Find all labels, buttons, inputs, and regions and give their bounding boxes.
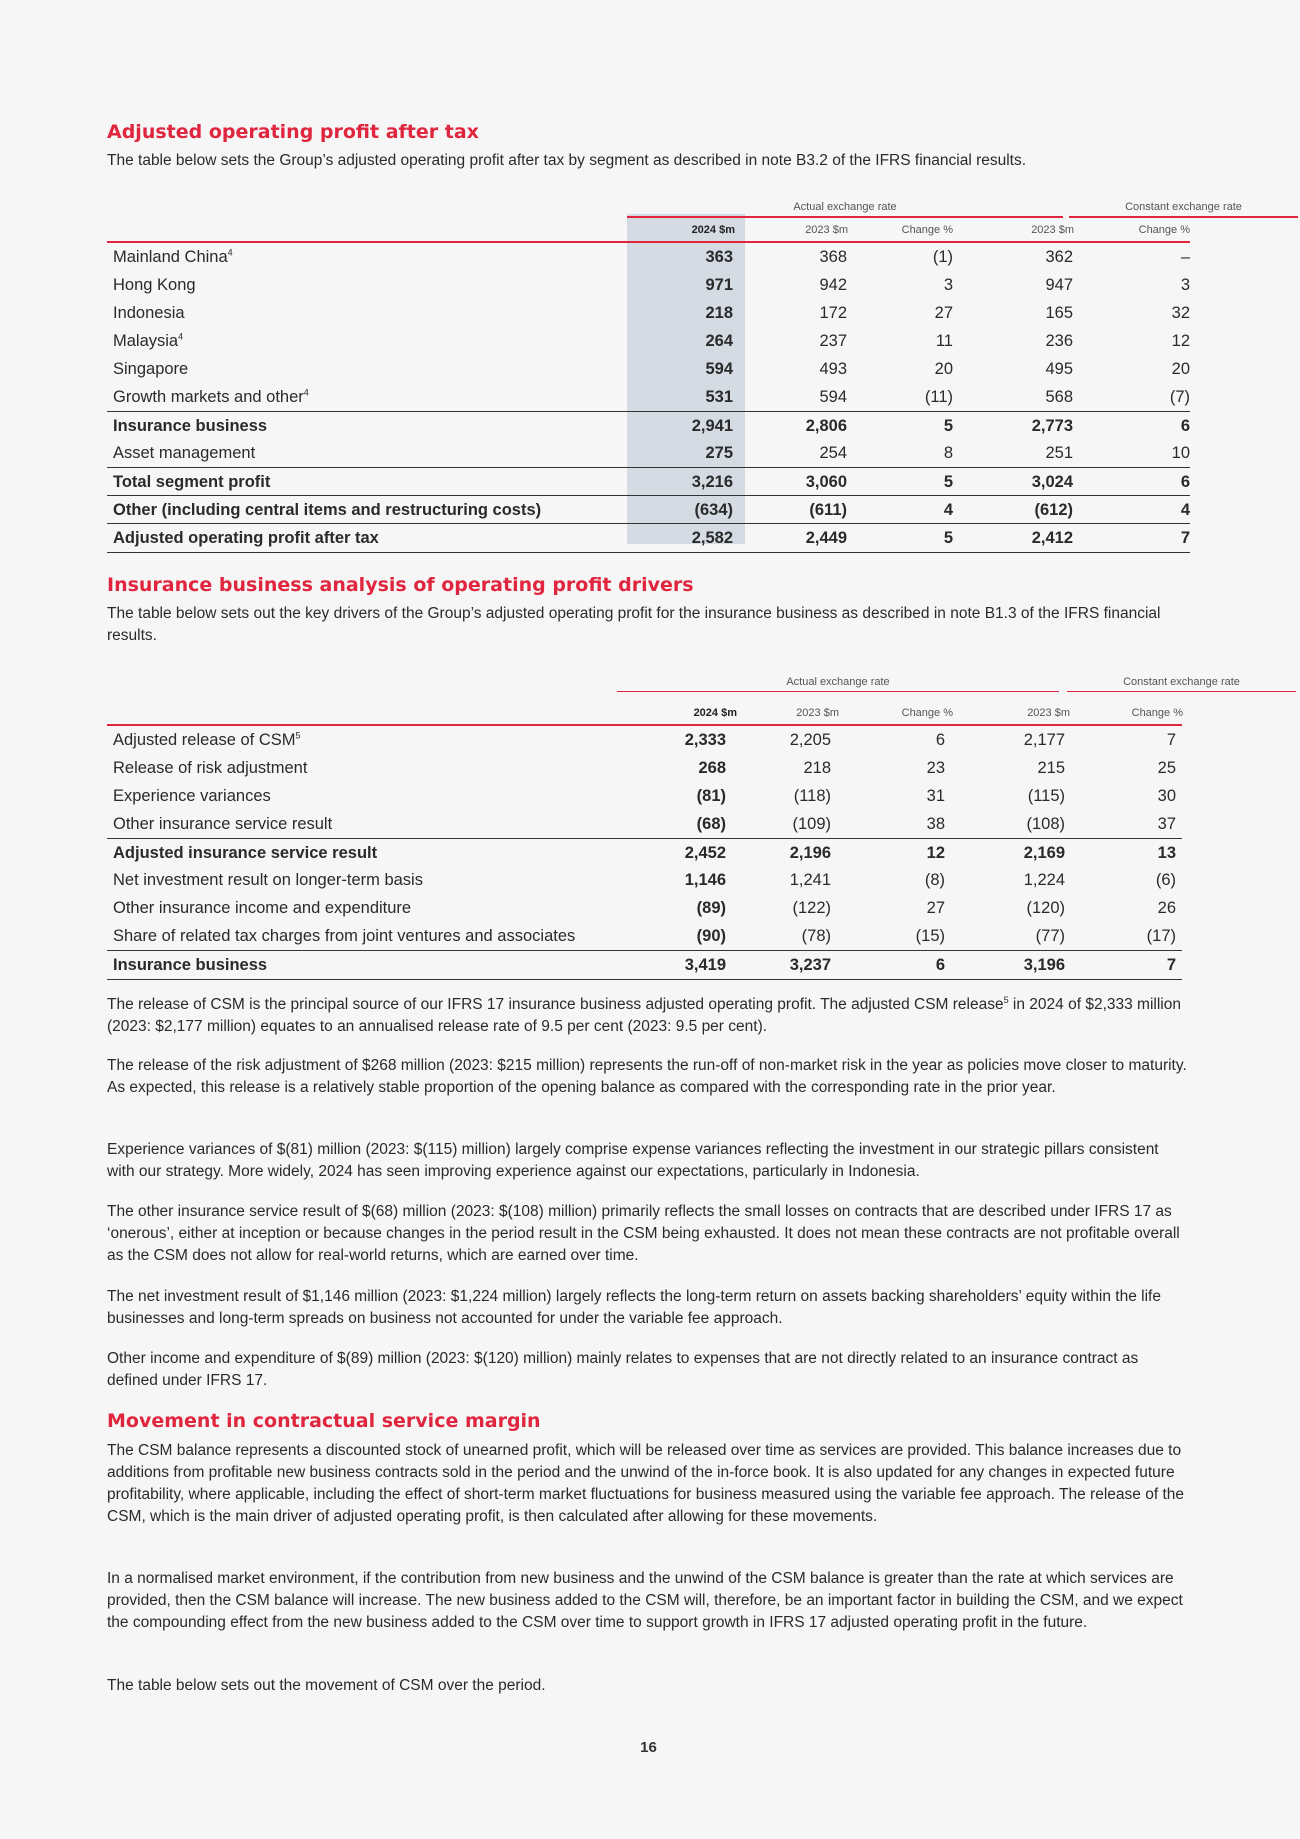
table-row (107, 754, 1182, 782)
paragraph: Experience variances of $(81) million (2023: $(115) million) largely comprise expense variances reflecting the investment in our strategic pillars consistent with our strategy. More widely, 2024 has seen improving experience against our expectations, particularly in Indonesia. (107, 1141, 1159, 1180)
table-cell: 1,146 (684, 871, 726, 889)
row-label: Asset management (113, 444, 256, 462)
row-label: Growth markets and other$^4$ (113, 387, 309, 406)
table-row (107, 299, 1190, 327)
section-intro: The table below sets the Group’s adjusted operating profit after tax by segment as described in note B3.2 of the IFRS financial results. (107, 152, 1027, 169)
table-cell: 4 (1180, 501, 1190, 519)
column-header: Change % (1131, 707, 1183, 719)
table-cell: (118) (793, 787, 831, 805)
table-cell: 251 (1045, 444, 1073, 462)
table-row (107, 327, 1190, 355)
table-cell: 37 (1157, 815, 1176, 833)
table-cell: 38 (926, 815, 945, 833)
row-label: Adjusted release of CSM$^5$ (113, 730, 301, 749)
table-row (107, 894, 1182, 922)
table-profit-drivers (107, 672, 1240, 982)
table-cell: 2,941 (691, 417, 733, 435)
column-header: 2024 $m (693, 707, 737, 719)
table-row (107, 782, 1182, 810)
row-label: Singapore (113, 360, 189, 378)
table-cell: 275 (705, 444, 733, 462)
table-cell: 5 (943, 417, 953, 435)
table-cell: 2,806 (805, 417, 847, 435)
table-cell: 3 (943, 276, 953, 294)
table-cell: 2,449 (805, 529, 847, 547)
row-label: Hong Kong (113, 276, 196, 294)
table-cell: (109) (792, 815, 831, 833)
table-row (107, 950, 1182, 980)
column-header: Change % (901, 224, 953, 236)
table-row (107, 243, 1190, 271)
table-cell: 12 (1171, 332, 1190, 350)
table-row (107, 523, 1190, 553)
table-cell: (11) (924, 388, 953, 406)
table-cell: 6 (935, 731, 945, 749)
table-row (107, 922, 1182, 950)
table-cell: 30 (1157, 787, 1176, 805)
table-cell: 32 (1171, 304, 1190, 322)
table-cell: (6) (1155, 871, 1176, 889)
table-cell: 2,196 (789, 844, 831, 862)
table-row (107, 467, 1190, 496)
row-label: Insurance business (113, 417, 268, 435)
table-cell: 5 (943, 529, 953, 547)
row-label: Total segment profit (113, 473, 271, 491)
table-cell: 254 (819, 444, 847, 462)
table-cell: 218 (803, 759, 831, 777)
table-cell: 20 (1171, 360, 1190, 378)
column-header: Change % (901, 707, 953, 719)
table-cell: 568 (1045, 388, 1073, 406)
section-intro: The table below sets out the key drivers of the Group’s adjusted operating profit for the insurance business as described in note B1.3 of the IFRS financial results. (107, 605, 1161, 644)
column-header: 2023 $m (796, 707, 839, 719)
table-cell: (612) (1034, 501, 1073, 519)
table-cell: 493 (819, 360, 847, 378)
row-label: Other insurance service result (113, 815, 333, 833)
table-cell: (122) (792, 899, 831, 917)
table-cell: (89) (696, 899, 726, 917)
paragraph: The table below sets out the movement of CSM over the period. (107, 1677, 546, 1694)
table-row (107, 439, 1190, 467)
table-row (107, 355, 1190, 383)
table-cell: 20 (934, 360, 953, 378)
table-cell: 7 (1166, 731, 1176, 749)
table-cell: 594 (705, 360, 733, 378)
table-cell: (8) (924, 871, 945, 889)
group-header-constant: Constant exchange rate (1067, 676, 1296, 692)
table-cell: 363 (705, 248, 733, 266)
table-cell: 31 (926, 787, 945, 805)
paragraph: The CSM balance represents a discounted stock of unearned profit, which will be released over time as services are provided. This balance increases due to additions from profitable new business contracts sold in the period and the unwind of the in-force book. It is also updated for any changes in expected future profitability, where applicable, including the effect of short-term market fluctuations for business measured using the variable fee approach. The release of the CSM, which is the main driver of adjusted operating profit, is then calculated after allowing for these movements. (107, 1442, 1184, 1525)
table-cell: 4 (943, 501, 953, 519)
row-label: Net investment result on longer-term basis (113, 871, 423, 889)
section-title: Adjusted operating profit after tax (107, 121, 479, 143)
column-header: 2023 $m (805, 224, 848, 236)
table-cell: 237 (819, 332, 847, 350)
table-cell: 27 (934, 304, 953, 322)
table-cell: 7 (1166, 956, 1176, 974)
table-row (107, 411, 1190, 440)
table-cell: 2,582 (691, 529, 733, 547)
table-cell: 2,773 (1031, 417, 1073, 435)
table-cell: – (1180, 248, 1190, 266)
table-cell: 27 (926, 899, 945, 917)
table-row (107, 726, 1182, 754)
table-cell: (611) (809, 501, 847, 519)
table-cell: 2,333 (684, 731, 726, 749)
table-cell: 26 (1157, 899, 1176, 917)
paragraph: Other income and expenditure of $(89) million (2023: $(120) million) mainly relates to expenses that are not directly related to an insurance contract as defined under IFRS 17. (107, 1350, 1139, 1389)
paragraph: In a normalised market environment, if the contribution from new business and the unwind of the CSM balance is greater than the rate at which services are provided, then the CSM balance will increase. The new business added to the CSM will, therefore, be an important factor in building the CSM, and we expect the compounding effect from the new business added to the CSM over time to support growth in IFRS 17 adjusted operating profit in the future. (107, 1570, 1183, 1631)
table-cell: 6 (935, 956, 945, 974)
table-row (107, 495, 1190, 524)
table-cell: 172 (819, 304, 847, 322)
table-cell: (90) (696, 927, 726, 945)
section-title: Insurance business analysis of operating profit drivers (107, 574, 694, 596)
table-cell: 236 (1045, 332, 1073, 350)
row-label: Adjusted operating profit after tax (113, 529, 379, 547)
table-cell: (120) (1026, 899, 1065, 917)
row-label: Other (including central items and restructuring costs) (113, 501, 542, 519)
row-label: Indonesia (113, 304, 185, 322)
table-cell: (68) (696, 815, 726, 833)
table-cell: 3,419 (684, 956, 726, 974)
table-cell: 12 (926, 844, 945, 862)
table-cell: 215 (1037, 759, 1065, 777)
table-cell: 531 (705, 388, 733, 406)
section-title: Movement in contractual service margin (107, 1410, 541, 1432)
table-cell: (1) (932, 248, 953, 266)
table-cell: 3,196 (1023, 956, 1065, 974)
table-cell: 25 (1157, 759, 1176, 777)
table-cell: 264 (705, 332, 733, 350)
group-header-actual: Actual exchange rate (617, 676, 1059, 692)
table-cell: 3,024 (1031, 473, 1073, 491)
table-cell: (634) (694, 501, 733, 519)
table-row (107, 810, 1182, 838)
table-cell: 1,241 (789, 871, 831, 889)
column-header: Change % (1138, 224, 1190, 236)
table-row (107, 838, 1182, 867)
table-cell: 5 (943, 473, 953, 491)
row-label: Share of related tax charges from joint ventures and associates (113, 927, 576, 945)
table-cell: (77) (1035, 927, 1065, 945)
table-cell: (115) (1027, 787, 1065, 805)
table-cell: 218 (705, 304, 733, 322)
table-cell: 10 (1171, 444, 1190, 462)
table-row (107, 271, 1190, 299)
table-cell: 6 (1180, 417, 1190, 435)
table-cell: 2,177 (1023, 731, 1065, 749)
table-cell: (7) (1169, 388, 1190, 406)
table-cell: 2,169 (1023, 844, 1065, 862)
table-cell: 495 (1045, 360, 1073, 378)
table-cell: 11 (935, 332, 953, 350)
table-cell: 2,452 (684, 844, 726, 862)
paragraph: The release of CSM is the principal source of our IFRS 17 insurance business adjusted operating profit. The adjusted CSM release$^5$ in 2024 of $2,333 million (2023: $2,177 million) equates to an annualised release rate of 9.5 per cent (2023: 9.5 per cent). (107, 994, 1181, 1035)
table-cell: 971 (705, 276, 733, 294)
row-label: Mainland China$^4$ (113, 247, 233, 266)
column-header: 2023 $m (1027, 707, 1070, 719)
table-cell: 165 (1045, 304, 1073, 322)
table-cell: 942 (819, 276, 847, 294)
table-cell: (15) (915, 927, 945, 945)
table-cell: 2,205 (789, 731, 831, 749)
column-header: 2023 $m (1031, 224, 1074, 236)
table-row (107, 866, 1182, 894)
table-cell: 594 (819, 388, 847, 406)
table-cell: 1,224 (1023, 871, 1065, 889)
group-header-actual: Actual exchange rate (627, 201, 1063, 218)
row-label: Adjusted insurance service result (113, 844, 378, 862)
table-cell: 268 (698, 759, 726, 777)
row-label: Experience variances (113, 787, 271, 805)
table-row (107, 383, 1190, 411)
table-cell: 362 (1045, 248, 1073, 266)
table-operating-profit (107, 196, 1242, 550)
row-label: Malaysia$^4$ (113, 331, 184, 350)
paragraph: The other insurance service result of $(68) million (2023: $(108) million) primarily reflects the small losses on contracts that are described under IFRS 17 as ‘onerous’, either at inception or because changes in the period result in the CSM being exhausted. It does not mean these contracts are not profitable overall as the CSM does not allow for real-world returns, which are earned over time. (107, 1203, 1180, 1264)
table-cell: 23 (926, 759, 945, 777)
table-cell: 3,237 (789, 956, 831, 974)
table-cell: (78) (801, 927, 831, 945)
table-cell: (17) (1146, 927, 1176, 945)
table-cell: 7 (1180, 529, 1190, 547)
row-label: Other insurance income and expenditure (113, 899, 412, 917)
group-header-constant: Constant exchange rate (1069, 201, 1298, 218)
paragraph: The net investment result of $1,146 million (2023: $1,224 million) largely reflects the long-term return on assets backing shareholders’ equity within the life businesses and long-term spreads on business not accounted for under the variable fee approach. (107, 1288, 1161, 1327)
paragraph: The release of the risk adjustment of $268 million (2023: $215 million) represents the run-off of non-market risk in the year as policies move closer to maturity. As expected, this release is a relatively stable proportion of the opening balance as compared with the corresponding rate in the prior year. (107, 1057, 1187, 1096)
table-cell: (81) (696, 787, 726, 805)
table-cell: (108) (1026, 815, 1065, 833)
column-header: 2024 $m (691, 224, 735, 236)
table-cell: 3 (1180, 276, 1190, 294)
table-cell: 13 (1157, 844, 1176, 862)
table-cell: 2,412 (1031, 529, 1073, 547)
table-cell: 947 (1045, 276, 1073, 294)
table-cell: 3,216 (691, 473, 733, 491)
table-cell: 6 (1180, 473, 1190, 491)
table-cell: 8 (943, 444, 953, 462)
table-cell: 368 (819, 248, 847, 266)
page-number: 16 (640, 1739, 657, 1756)
row-label: Insurance business (113, 956, 268, 974)
row-label: Release of risk adjustment (113, 759, 308, 777)
table-cell: 3,060 (805, 473, 847, 491)
